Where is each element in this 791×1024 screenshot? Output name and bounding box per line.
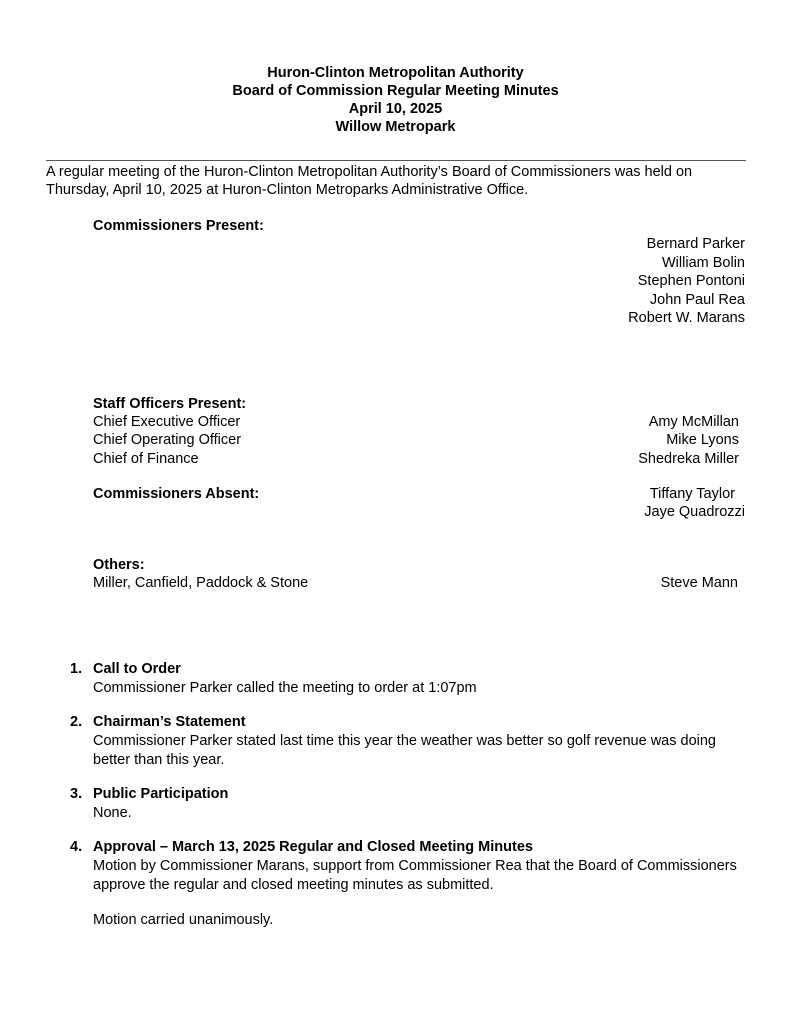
item-body: None. <box>93 805 132 821</box>
item-note: Motion carried unanimously. <box>93 912 274 928</box>
absent-name: Jaye Quadrozzi <box>644 504 745 520</box>
commissioner-name: Robert W. Marans <box>628 310 745 326</box>
staff-role: Chief of Finance <box>93 450 199 467</box>
absent-name: Tiffany Taylor <box>649 486 735 502</box>
item-body: Motion by Commissioner Marans, support from Commissioner Rea that the Board of Commissioners approve the regular and closed meeting minutes as submitted. <box>93 858 737 893</box>
staff-name: Amy McMillan <box>648 414 739 430</box>
commissioner-name: Bernard Parker <box>646 236 745 252</box>
intro-paragraph: A regular meeting of the Huron-Clinton Metropolitan Authority’s Board of Commissioners was held on Thursday, April 10, 2025 at Huron-Clinton Metroparks Administrative Office. <box>46 164 693 198</box>
document-header <box>0 64 791 136</box>
item-number: 1. <box>70 661 83 677</box>
item-heading: Public Participation <box>93 786 229 802</box>
commissioners-present-list <box>500 235 745 328</box>
commissioner-name: John Paul Rea <box>649 291 745 308</box>
others-org: Miller, Canfield, Paddock & Stone <box>93 575 309 591</box>
item-heading: Chairman’s Statement <box>93 714 246 730</box>
org-name: Huron-Clinton Metropolitan Authority <box>267 65 524 81</box>
staff-name: Shedreka Miller <box>638 450 739 467</box>
item-heading: Call to Order <box>93 661 181 677</box>
commissioners-present-label: Commissioners Present: <box>93 218 264 234</box>
item-number: 3. <box>70 786 83 802</box>
commissioner-name: William Bolin <box>662 254 745 271</box>
others-name: Steve Mann <box>660 575 738 591</box>
document-title: Board of Commission Regular Meeting Minutes <box>232 83 559 99</box>
others-label: Others: <box>93 557 145 573</box>
staff-officers-label: Staff Officers Present: <box>93 396 247 412</box>
staff-role: Chief Operating Officer <box>93 432 242 449</box>
staff-role: Chief Executive Officer <box>93 414 241 430</box>
meeting-location: Willow Metropark <box>335 119 456 135</box>
staff-names <box>500 413 739 468</box>
header-divider <box>46 160 746 161</box>
staff-name: Mike Lyons <box>666 432 739 449</box>
item-number: 2. <box>70 714 83 730</box>
item-body: Commissioner Parker stated last time this year the weather was better so golf revenue was doing better than this year. <box>93 733 716 768</box>
commissioner-name: Stephen Pontoni <box>637 273 745 289</box>
commissioners-absent-label: Commissioners Absent: <box>93 486 260 502</box>
item-body: Commissioner Parker called the meeting to order at 1:07pm <box>93 680 477 696</box>
item-heading: Approval – March 13, 2025 Regular and Closed Meeting Minutes <box>93 839 533 855</box>
meeting-date: April 10, 2025 <box>348 101 443 117</box>
item-number: 4. <box>70 839 83 855</box>
staff-roles <box>93 413 241 468</box>
